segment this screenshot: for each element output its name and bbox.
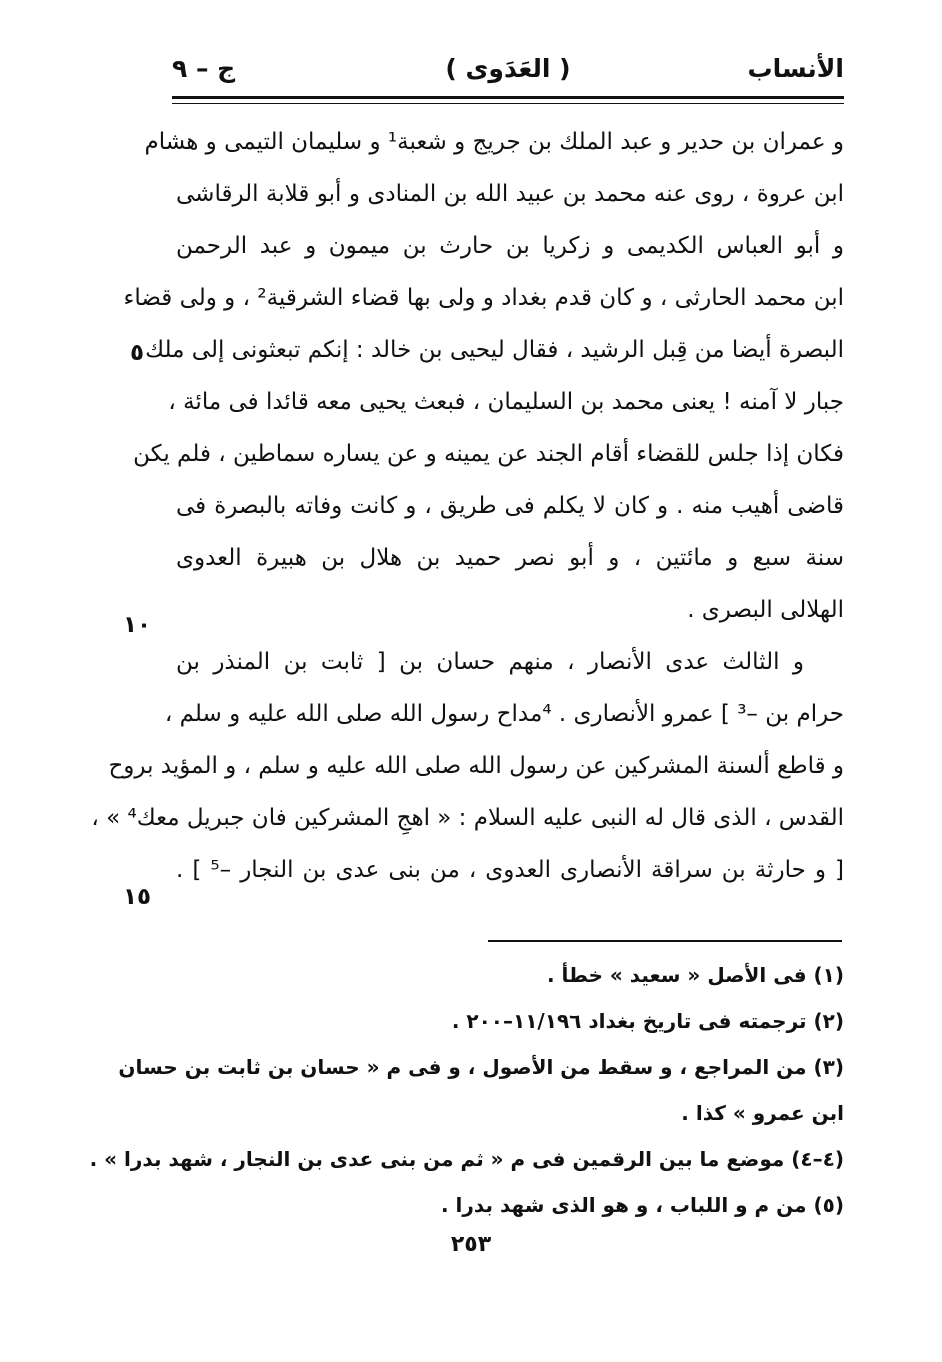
footnote-4: (٤–٤) موضع ما بين الرقمين فى م « ثم من بنى عدى بن النجار ، شهد بدرا » . xyxy=(89,1147,844,1171)
footnote-3: (٣) من المراجع ، و سقط من الأصول ، و فى م « حسان بن ثابت بن حسان xyxy=(118,1055,844,1079)
text-line-4: ابن محمد الحارثى ، و كان قدم بغداد و ولى بها قضاء الشرقية² ، و ولى قضاء xyxy=(123,285,844,311)
text-line-9: سنة سبع و مائتين ، و أبو نصر حميد بن هلال بن هبيرة العدوى xyxy=(176,545,844,571)
header-book-title: الأنساب xyxy=(747,54,844,83)
footnote-1: (١) فى الأصل « سعيد » خطأ . xyxy=(546,963,844,987)
text-line-12: حرام بن –³ ] عمرو الأنصارى . ⁴مداح رسول الله صلى الله عليه و سلم ، xyxy=(164,701,844,727)
text-line-10: الهلالى البصرى . xyxy=(687,597,844,623)
footnotes xyxy=(89,952,844,1228)
text-line-3: و أبو العباس الكديمى و زكريا بن حارث بن ميمون و عبد الرحمن xyxy=(176,233,844,259)
text-line-14: القدس ، الذى قال له النبى عليه السلام : « اهجِ المشركين فان جبريل معك⁴ » ، xyxy=(91,805,844,831)
footnote-rule xyxy=(488,940,842,942)
margin-line-number-5: ٥ xyxy=(129,340,145,366)
text-line-11: و الثالث عدى الأنصار ، منهم حسان بن [ ثابت بن المنذر بن xyxy=(176,649,804,675)
text-line-2: ابن عروة ، روى عنه محمد بن عبيد الله بن المنادى و أبو قلابة الرقاشى xyxy=(176,181,844,207)
text-line-7: فكان إذا جلس للقضاء أقام الجند عن يمينه و عن يساره سماطين ، فلم يكن xyxy=(133,441,844,467)
header-rule xyxy=(172,96,844,104)
margin-line-number-10: ١٠ xyxy=(122,612,152,638)
text-line-8: قاضى أهيب منه . و كان لا يكلم فى طريق ، و كانت وفاته بالبصرة فى xyxy=(176,493,844,519)
text-line-15: [ و حارثة بن سراقة الأنصارى العدوى ، من بنى عدى بن النجار –⁵ ] . xyxy=(176,857,845,883)
footnote-3-continued: ابن عمرو » كذا . xyxy=(681,1101,844,1125)
text-line-13: و قاطع ألسنة المشركين عن رسول الله صلى الله عليه و سلم ، و المؤيد بروح xyxy=(108,753,844,779)
footnote-2: (٢) ترجمته فى تاريخ بغداد ١١/١٩٦–٢٠٠ . xyxy=(451,1009,844,1033)
header-section-title: ( العَدَوى ) xyxy=(445,54,571,83)
text-line-6: جبار لا آمنه ! يعنى محمد بن السليمان ، فبعث يحيى معه قائدا فى مائة ، xyxy=(168,389,844,415)
text-line-1: و عمران بن حدير و عبد الملك بن جريج و شعبة¹ و سليمان التيمى و هشام xyxy=(144,129,844,155)
page-number: ٢٥٣ xyxy=(450,1232,492,1257)
footnote-5: (٥) من م و اللباب ، و هو الذى شهد بدرا . xyxy=(441,1193,844,1217)
running-header xyxy=(172,50,844,94)
text-line-5: البصرة أيضا من قِبل الرشيد ، فقال ليحيى بن خالد : إنكم تبعثونى إلى ملك xyxy=(145,337,844,363)
header-volume: ج – ٩ xyxy=(172,54,236,83)
margin-line-number-15: ١٥ xyxy=(122,884,152,910)
